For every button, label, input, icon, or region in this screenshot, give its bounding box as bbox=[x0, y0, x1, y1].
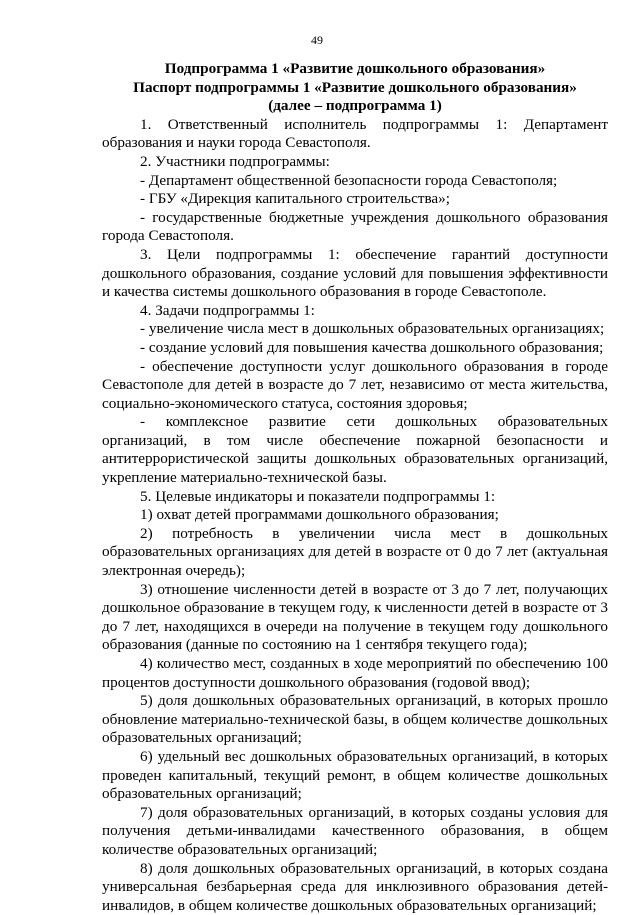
list-item-indicator: 8) доля дошкольных образовательных организаций, в которых создана универсальная безбарьерная среда для инклюзивного образования детей-инвалидов, в общем количестве дошкольных образовательных организаций; bbox=[102, 859, 608, 914]
paragraph-indicators-heading: 5. Целевые индикаторы и показатели подпрограммы 1: bbox=[140, 487, 496, 505]
paragraph-participants-heading: 2. Участники подпрограммы: bbox=[140, 152, 330, 170]
list-item-participant: - государственные бюджетные учреждения дошкольного образования города Севастополя. bbox=[102, 208, 608, 245]
list-item-indicator: 3) отношение численности детей в возрасте от 3 до 7 лет, получающих дошкольное образование в текущем году, к численности детей в возрасте от 3 до 7 лет, находящихся в очереди на получение в текущем году дошкольного образования (данные по состоянию на 1 сентября текущего года); bbox=[102, 580, 608, 654]
paragraph-responsible-executor: 1. Ответственный исполнитель подпрограммы 1: Департамент образования и науки города Севастополя. bbox=[102, 115, 608, 152]
list-item-indicator: 5) доля дошкольных образовательных организаций, в которых прошло обновление материально-технической базы, в общем количестве дошкольных образовательных организаций; bbox=[102, 692, 608, 747]
list-item-indicator: 4) количество мест, созданных в ходе мероприятий по обеспечению 100 процентов доступности дошкольного образования (годовой ввод); bbox=[102, 655, 608, 691]
list-item-indicator: 2) потребность в увеличении числа мест в дошкольных образовательных организациях для детей в возрасте от 0 до 7 лет (актуальная электронная очередь); bbox=[102, 524, 608, 580]
list-item-task: - увеличение числа мест в дошкольных образовательных организациях; bbox=[140, 320, 605, 338]
paragraph-goals: 3. Цели подпрограммы 1: обеспечение гарантий доступности дошкольного образования, создание условий для повышения эффективности и качества системы дошкольного образования в городе Севастополе. bbox=[102, 245, 608, 301]
list-item-indicator: 1) охват детей программами дошкольного образования; bbox=[140, 506, 499, 524]
list-item-indicator: 7) доля образовательных организаций, в которых созданы условия для получения детьми-инвалидами качественного образования, в общем количестве образовательных организаций; bbox=[102, 803, 608, 858]
list-item-task: - создание условий для повышения качества дошкольного образования; bbox=[140, 338, 604, 356]
list-item-participant: - ГБУ «Дирекция капитального строительства»; bbox=[140, 190, 450, 208]
subprogram-title: Подпрограмма 1 «Развитие дошкольного образования» bbox=[164, 60, 546, 77]
document-body bbox=[102, 60, 608, 915]
list-item-indicator: 6) удельный вес дошкольных образовательных организаций, в которых проведен капитальный, текущий ремонт, в общем количестве дошкольных образовательных организаций; bbox=[102, 747, 608, 803]
passport-title: Паспорт подпрограммы 1 «Развитие дошкольного образования» bbox=[133, 78, 577, 96]
list-item-task: - обеспечение доступности услуг дошкольного образования в городе Севастополе для детей в возрасте до 7 лет, независимо от места жительства, социально-экономического статуса, состояния здоровья; bbox=[102, 357, 608, 412]
page-number: 49 bbox=[311, 33, 323, 47]
paragraph-tasks-heading: 4. Задачи подпрограммы 1: bbox=[140, 301, 315, 319]
list-item-participant: - Департамент общественной безопасности города Севастополя; bbox=[140, 171, 558, 189]
list-item-task: - комплексное развитие сети дошкольных образовательных организаций, в том числе обеспечение пожарной безопасности и антитеррористической защиты дошкольных образовательных организаций, укрепление материально-технической базы. bbox=[102, 413, 608, 487]
abbreviation-note: (далее – подпрограмма 1) bbox=[268, 97, 442, 115]
